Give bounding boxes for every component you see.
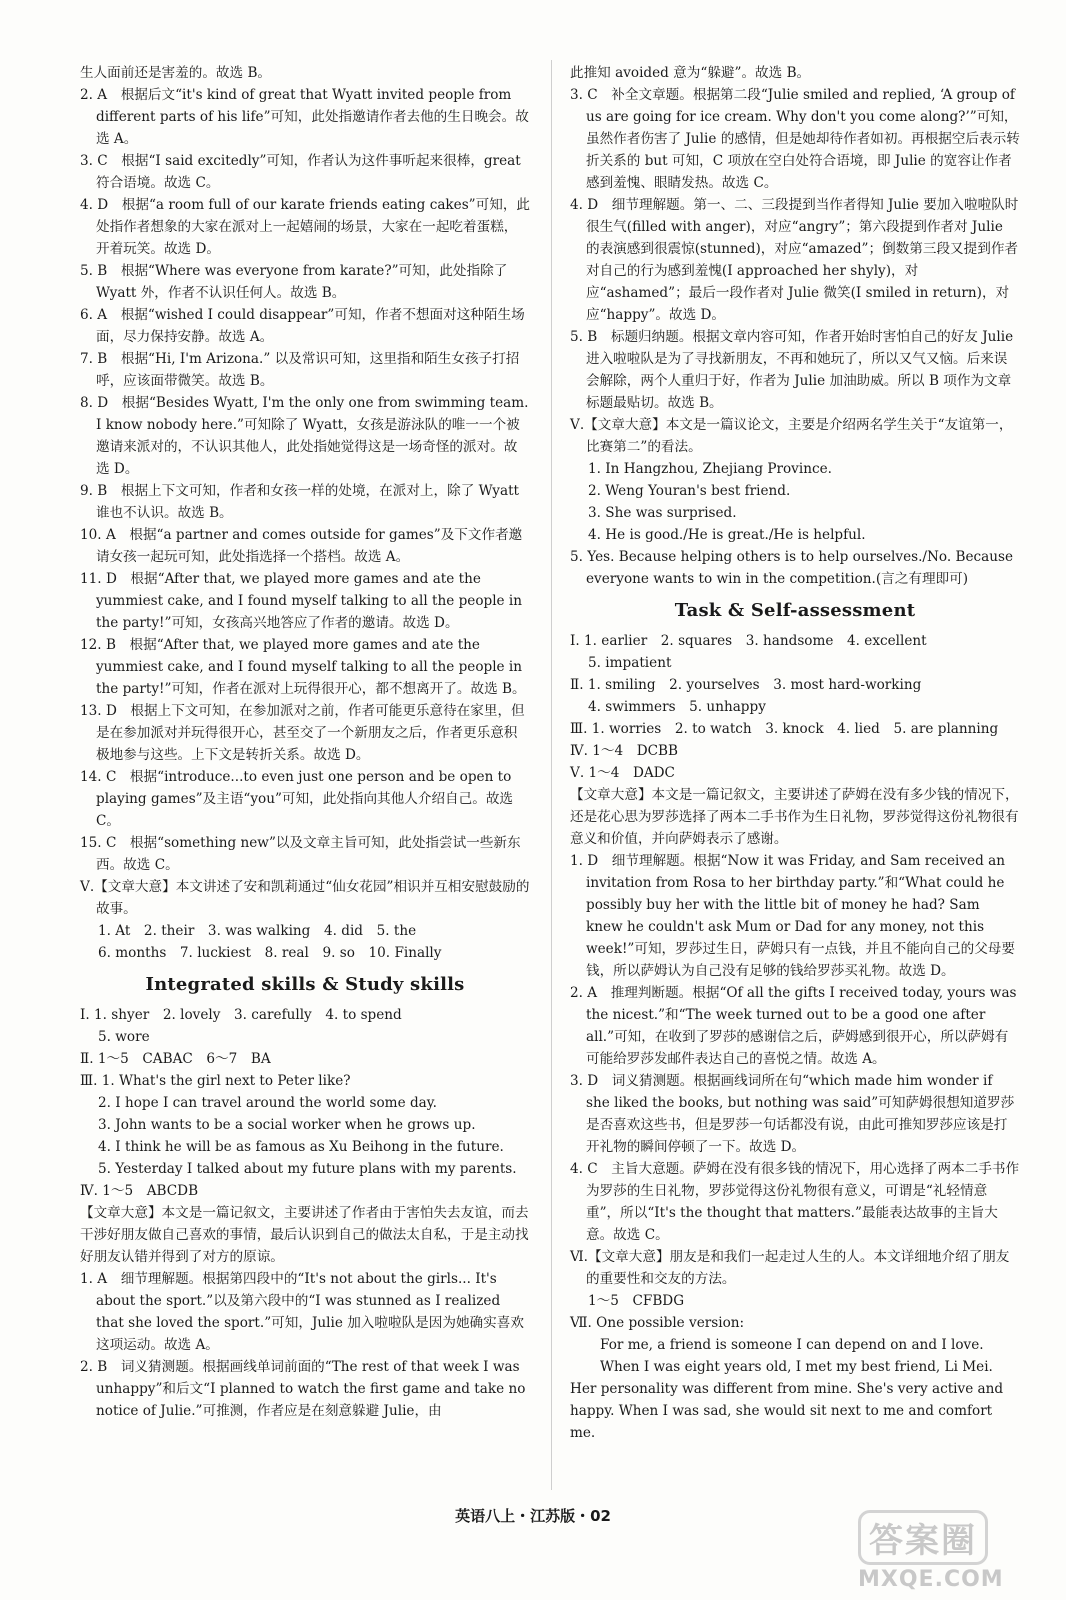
answer-item: 5. B 根据“Where was everyone from karate?”可知，此处指除了 Wyatt 外，作者不认识任何人。故选 B。 xyxy=(80,263,508,301)
answer-text: 1. At 2. their 3. was walking 4. did 5. the xyxy=(98,923,417,939)
answer-item: 3. C 补全文章题。根据第二段“Julie smiled and replied, ‘A group of us are going for ice cream. Why don't you come along?’”可知，虽然作者伤害了 Julie 的感情，但是她却待作者如初。再根据空后表示转折关系的 but 可知，C 项放在空白处符合语境，即 Julie 的宽容让作者感到羞愧、眼睛发热。故选 C。 xyxy=(570,87,1020,191)
page-footer: 英语八上・江苏版・02 xyxy=(455,1507,611,1525)
answer-item: Ⅴ.【文章大意】本文讲述了安和凯莉通过“仙女花园”相识并互相安慰鼓励的故事。 xyxy=(80,879,530,917)
answer-item: 5. B 标题归纳题。根据文章内容可知，作者开始时害怕自己的好友 Julie 进入啦啦队是为了寻找新朋友，不再和她玩了，所以又气又恼。后来误会解除，两个人重归于好，作者为 Julie 加油助威。所以 B 项作为文章标题最贴切。故选 B。 xyxy=(570,329,1014,411)
answer-item: 4. C 主旨大意题。萨姆在没有很多钱的情况下，用心选择了两本二手书作为罗莎的生日礼物，罗莎觉得这份礼物很有意义，可谓是“礼轻情意重”，所以“It's the thought that matters.”最能表达故事的主旨大意。故选 C。 xyxy=(570,1161,1020,1243)
answer-text: 2. Weng Youran's best friend. xyxy=(588,483,791,499)
essay-paragraph: When I was eight years old, I met my best friend, Li Mei. Her personality was different from mine. She's very active and happy. When I was sad, she would sit next to me and comfort me. xyxy=(570,1359,1004,1441)
answer-text: 4. I think he will be as famous as Xu Beihong in the future. xyxy=(98,1139,504,1155)
answer-item: 4. D 细节理解题。第一、二、三段提到当作者得知 Julie 要加入啦啦队时很生气(filled with anger)，对应“angry”；第六段提到作者对 Julie 的表演感到很震惊(stunned)，对应“amazed”；倒数第三段又提到作者对自己的行为感到羞愧(I approached her shyly)，对应“ashamed”；最后一段作者对 Julie 微笑(I smiled in return)，对应“happy”。故选 D。 xyxy=(570,197,1019,323)
answer-text: 此推知 avoided 意为“躲避”。故选 B。 xyxy=(570,65,811,81)
answer-text: 【文章大意】本文是一篇记叙文，主要讲述了萨姆在没有多少钱的情况下，还是花心思为罗莎选择了两本二手书作为生日礼物，罗莎觉得这份礼物很有意义和价值，并向萨姆表示了感谢。 xyxy=(570,787,1019,847)
answer-item: Ⅲ. 1. What's the girl next to Peter like? xyxy=(80,1073,351,1089)
watermark-url: MXQE.COM xyxy=(858,1567,1004,1592)
answer-item: 9. B 根据上下文可知，作者和女孩一样的处境，在派对上，除了 Wyatt 谁也不认识。故选 B。 xyxy=(80,483,520,521)
answer-item: 12. B 根据“After that, we played more games and ate the yummiest cake, and I found myself talking to all the people in the party!”可知，作者在派对上玩得很开心，都不想离开了。故选 B。 xyxy=(80,637,526,697)
answer-text: 生人面前还是害羞的。故选 B。 xyxy=(80,65,272,81)
answer-item: 5. Yes. Because helping others is to help ourselves./No. Because everyone wants to win in the competition.(言之有理即可) xyxy=(570,549,1014,587)
answer-item: Ⅱ. 1. smiling 2. yourselves 3. most hard-working xyxy=(570,677,922,693)
essay-paragraph: For me, a friend is someone I can depend on and I love. xyxy=(600,1337,984,1353)
answer-text: 5. Yesterday I talked about my future plans with my parents. xyxy=(98,1161,517,1177)
section-heading: Task & Self-assessment xyxy=(674,600,916,621)
answer-item: Ⅰ. 1. shyer 2. lovely 3. carefully 4. to spend xyxy=(80,1007,402,1023)
answer-item: Ⅴ. 1～4 DADC xyxy=(570,765,675,781)
answer-item: Ⅴ.【文章大意】本文是一篇议论文，主要是介绍两名学生关于“友谊第一，比赛第二”的看法。 xyxy=(570,417,1013,455)
answer-item: 8. D 根据“Besides Wyatt, I'm the only one from swimming team. I know nobody here.”可知除了 Wyatt，女孩是游泳队的唯一一个被邀请来派对的，不认识其他人，此处指她觉得这是一场奇怪的派对。故选 D。 xyxy=(80,395,529,477)
answer-text: 3. John wants to be a social worker when he grows up. xyxy=(98,1117,476,1133)
watermark-text: 答案圈 xyxy=(858,1510,988,1565)
answer-text: 1. In Hangzhou, Zhejiang Province. xyxy=(588,461,832,477)
answer-item: 3. D 词义猜测题。根据画线词所在句“which made him wonder if she liked the books, but nothing was said”可知萨姆很想知道罗莎是否喜欢这些书，但是罗莎一句话都没有说，由此可推知罗莎应该是打开礼物的瞬间停顿了一下。故选 D。 xyxy=(570,1073,1015,1155)
answer-item: 15. C 根据“something new”以及文章主旨可知，此处指尝试一些新东西。故选 C。 xyxy=(80,835,521,873)
answer-text: 1～5 CFBDG xyxy=(588,1293,685,1309)
answer-item: Ⅳ. 1～4 DCBB xyxy=(570,743,678,759)
answer-item: 6. A 根据“wished I could disappear”可知，作者不想面对这种陌生场面，尽力保持安静。故选 A。 xyxy=(80,307,525,345)
right-column xyxy=(570,62,1020,1444)
answer-item: 2. B 词义猜测题。根据画线单词前面的“The rest of that week I was unhappy”和后文“I planned to watch the first game and take no notice of Julie.”可推测，作者应是在刻意躲避 Julie，由 xyxy=(80,1359,526,1419)
answer-item: Ⅰ. 1. earlier 2. squares 3. handsome 4. excellent xyxy=(570,633,927,649)
answer-text: 【文章大意】本文是一篇记叙文，主要讲述了作者由于害怕失去友谊，而去干涉好朋友做自己喜欢的事情，最后认识到自己的做法太自私，于是主动找好朋友认错并得到了对方的原谅。 xyxy=(80,1205,529,1265)
answer-text: 3. She was surprised. xyxy=(588,505,737,521)
answer-item: 7. B 根据“Hi, I'm Arizona.” 以及常识可知，这里指和陌生女孩子打招呼，应该面带微笑。故选 B。 xyxy=(80,351,520,389)
answer-item: Ⅵ.【文章大意】朋友是和我们一起走过人生的人。本文详细地介绍了朋友的重要性和交友的方法。 xyxy=(570,1249,1010,1287)
answer-item: Ⅲ. 1. worries 2. to watch 3. knock 4. lied 5. are planning xyxy=(570,721,999,737)
answer-text: 4. He is good./He is great./He is helpful. xyxy=(588,527,866,543)
watermark-logo xyxy=(858,1510,1058,1590)
answer-item: 2. A 推理判断题。根据“Of all the gifts I received today, yours was the nicest.”和“The week turned out to be a good one after all.”可知，在收到了罗莎的感谢信之后，萨姆感到很开心，所以萨姆有可能给罗莎发邮件表达自己的喜悦之情。故选 A。 xyxy=(570,985,1017,1067)
answer-text: 2. I hope I can travel around the world some day. xyxy=(98,1095,437,1111)
answer-item: 13. D 根据上下文可知，在参加派对之前，作者可能更乐意待在家里，但是在参加派对并玩得很开心，甚至交了一个新朋友之后，作者更乐意积极地参与这些。上下文是转折关系。故选 D。 xyxy=(80,703,525,763)
answer-item: 11. D 根据“After that, we played more games and ate the yummiest cake, and I found myself talking to all the people in the party!”可知，女孩高兴地答应了作者的邀请。故选 D。 xyxy=(80,571,523,631)
answer-item: 10. A 根据“a partner and comes outside for games”及下文作者邀请女孩一起玩可知，此处指选择一个搭档。故选 A。 xyxy=(80,527,523,565)
section-heading: Integrated skills & Study skills xyxy=(145,974,465,995)
answer-item: 1. A 细节理解题。根据第四段中的“It's not about the girls... It's about the sport.”以及第六段中的“I was stunned as I realized that she loved the sport.”可知，Julie 加入啦啦队是因为她确实喜欢这项运动。故选 A。 xyxy=(80,1271,524,1353)
answer-item: 4. D 根据“a room full of our karate friends eating cakes”可知，此处指作者想象的大家在派对上一起嬉闹的场景，大家在一起吃着蛋糕，开着玩笑。故选 D。 xyxy=(80,197,531,257)
answer-item: Ⅶ. One possible version: xyxy=(570,1315,745,1331)
answer-text: 5. wore xyxy=(98,1029,150,1045)
answer-item: Ⅱ. 1～5 CABAC 6～7 BA xyxy=(80,1051,271,1067)
answer-item: 14. C 根据“introduce...to even just one person and be open to playing games”及主语“you”可知，此处指向其他人介绍自己。故选 C。 xyxy=(80,769,514,829)
answer-text: 6. months 7. luckiest 8. real 9. so 10. Finally xyxy=(98,945,442,961)
answer-item: Ⅳ. 1～5 ABCDB xyxy=(80,1183,199,1199)
left-column xyxy=(80,62,530,1422)
answer-item: 2. A 根据后文“it's kind of great that Wyatt invited people from different parts of his life”可知，此处指邀请作者去他的生日晚会。故选 A。 xyxy=(80,87,529,147)
answer-item: 3. C 根据“I said excitedly”可知，作者认为这件事听起来很棒，great 符合语境。故选 C。 xyxy=(80,153,521,191)
answer-item: 1. D 细节理解题。根据“Now it was Friday, and Sam received an invitation from Rosa to her birthday party.”和“What could he possibly buy her with the little bit of money he had? Sam knew he couldn't ask Mum or Dad for any money, not this week!”可知，罗莎过生日，萨姆只有一点钱，并且不能向自己的父母要钱，所以萨姆认为自己没有足够的钱给罗莎买礼物。故选 D。 xyxy=(570,853,1015,979)
column-divider xyxy=(551,60,552,1490)
answer-text: 5. impatient xyxy=(588,655,672,671)
answer-text: 4. swimmers 5. unhappy xyxy=(588,699,766,715)
